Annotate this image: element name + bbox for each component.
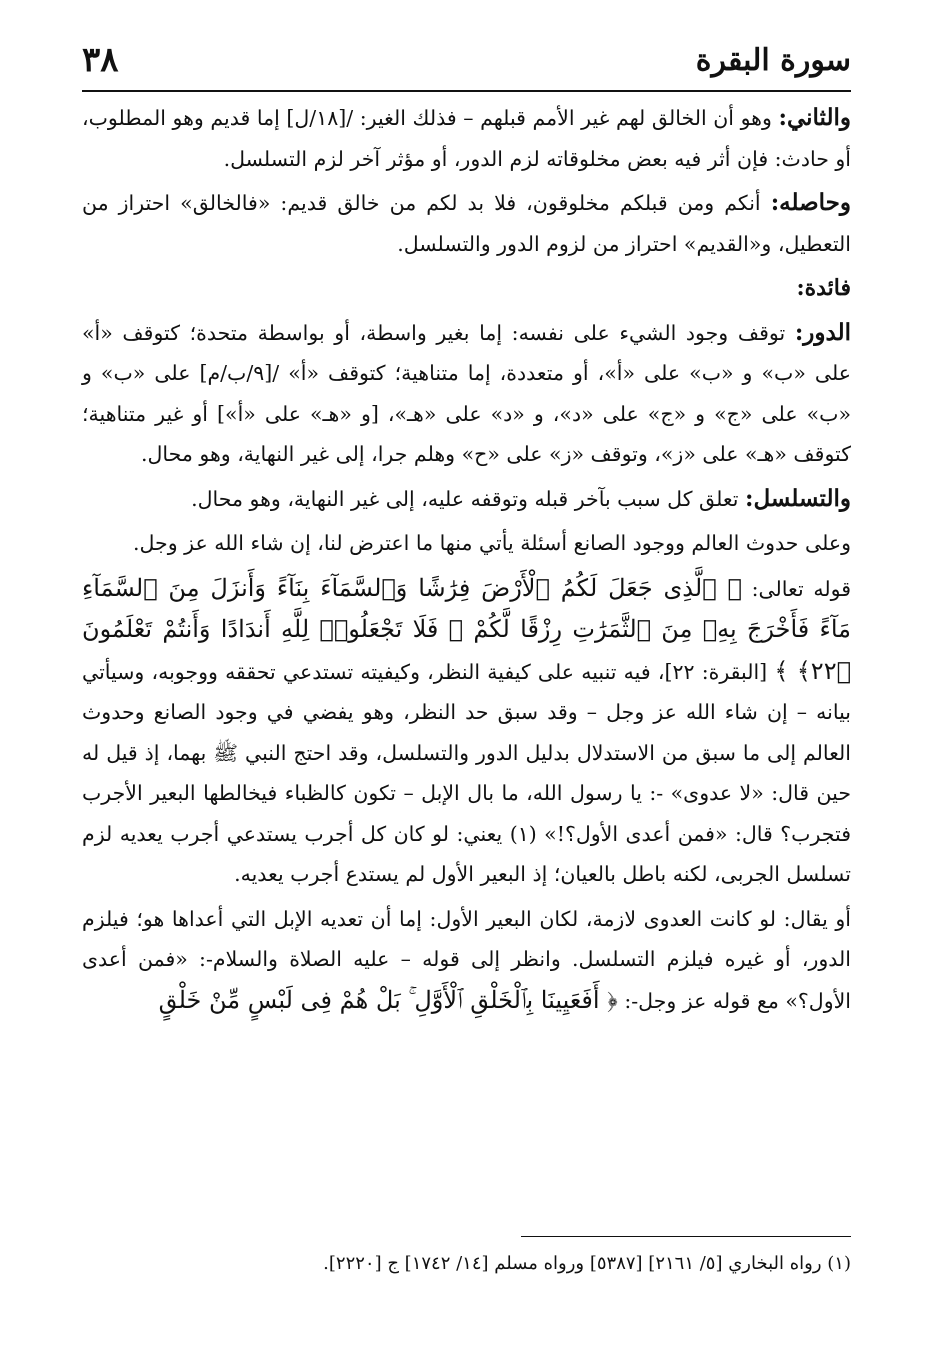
- term-second: والثاني:: [778, 104, 851, 131]
- surah-title: سورة البقرة: [695, 42, 851, 78]
- term-tasalsul: والتسلسل:: [744, 484, 851, 512]
- paragraph-text: توقف وجود الشيء على نفسه: إما بغير واسطة، أو بواسطة متحدة؛ كتوقف «أ» على «ب» و «ب» على «أ»، أو متعددة، إما متناهية؛ كتوقف «أ» /[٩/ب/م] على «ب» و «ب» على «ج» و «ج» على «د»، و «د» على «هـ»، [و «هـ» على «أ»] أو غير متناهية؛ كتوقف «هـ» على «ز»، وتوقف «ز» على «ح» وهلم جرا، إلى غير النهاية، وهو محال.: [82, 320, 851, 466]
- paragraph-text: تعلق كل سبب بآخر قبله وتوقفه عليه، إلى غير النهاية، وهو محال.: [191, 486, 745, 511]
- quran-verse: ﴿ أَفَعَيِينَا بِٱلْخَلْقِ ٱلْأَوَّلِ ۚ بَلْ هُمْ فِى لَبْسٍ مِّنْ خَلْقٍ: [158, 985, 618, 1014]
- verse-intro: قوله تعالى:: [741, 576, 851, 601]
- paragraph-text: أنكم ومن قبلكم مخلوقون، فلا بد لكم من خالق قديم: «فالخالق» احتراز من التعطيل، و«القديم» احتراز من لزوم الدور والتسلسل.: [82, 191, 851, 256]
- footnote: (١) رواه البخاري [٥/ ٢١٦١] [٥٣٨٧] ورواه مسلم [١٤/ ١٧٤٢] ج [٢٢٢٠].: [323, 1253, 851, 1274]
- paragraph: [82, 98, 851, 179]
- paragraph: [82, 479, 851, 520]
- footnote-divider: [521, 1236, 851, 1237]
- page-number: ٣٨: [82, 40, 119, 80]
- paragraph: وعلى حدوث العالم ووجود الصانع أسئلة يأتي منها ما اعترض لنا، إن شاء الله عز وجل.: [133, 531, 851, 555]
- page-body: [82, 92, 851, 1021]
- paragraph: [82, 313, 851, 475]
- paragraph-text: أو يقال: لو كانت العدوى لازمة، لكان البعير الأول: إما أن تعديه الإبل التي أعداها هو؛ فيلزم الدور، أو غيره فيلزم التسلسل. وانظر إلى قوله – عليه الصلاة والسلام-: «فمن أعدى الأول؟» مع قوله عز وجل-:: [82, 906, 851, 1013]
- quran-verse: ﴿ ٱلَّذِى جَعَلَ لَكُمُ ٱلْأَرْضَ فِرَٰشًا وَٱلسَّمَآءَ بِنَآءً وَأَنزَلَ مِنَ ٱلسَّمَآءِ مَآءً فَأَخْرَجَ بِهِۦ مِنَ ٱلثَّمَرَٰتِ رِزْقًا لَّكُمْ ۖ فَلَا تَجْعَلُوا۟ لِلَّهِ أَندَادًا وَأَنتُمْ تَعْلَمُونَ ﴿٢٢﴾ ﴾: [82, 573, 851, 685]
- term-summary: وحاصله:: [770, 189, 851, 216]
- paragraph-text: وهو أن الخالق لهم غير الأمم قبلهم – فذلك الغير: /[١٨/ل] إما قديم وهو المطلوب، أو حادث: فإن أثر فيه بعض مخلوقاته لزم الدور، أو مؤثر آخر لزم التسلسل.: [82, 106, 851, 171]
- section-heading: فائدة:: [796, 275, 851, 301]
- paragraph: [82, 568, 851, 895]
- paragraph: [82, 183, 851, 264]
- paragraph: [82, 899, 851, 1022]
- paragraph-text: [البقرة: ٢٢]، فيه تنبيه على كيفية النظر، وكيفيته تستدعي تحققه ووجوبه، وسيأتي بيانه – إن شاء الله عز وجل – وقد سبق حد النظر، وهو يفضي في وجود الصانع وحدوث العالم إلى ما سبق من الاستدلال بدليل الدور والتسلسل، وقد احتج النبي ﷺ بهما، إذ قيل له حين قال: «لا عدوى» -: يا رسول الله، ما بال الإبل – تكون كالظباء فيخالطها البعير الأجرب فتجرب؟ قال: «فمن أعدى الأول؟!» (١) يعني: لو كان كل أجرب يستدعي أجرب يعديه لزم تسلسل الجربى، لكنه باطل بالعيان؛ إذ البعير الأول لم يستدع أجرب يعديه.: [82, 659, 851, 886]
- page-header: [82, 30, 851, 92]
- term-dawr: الدور:: [794, 318, 851, 346]
